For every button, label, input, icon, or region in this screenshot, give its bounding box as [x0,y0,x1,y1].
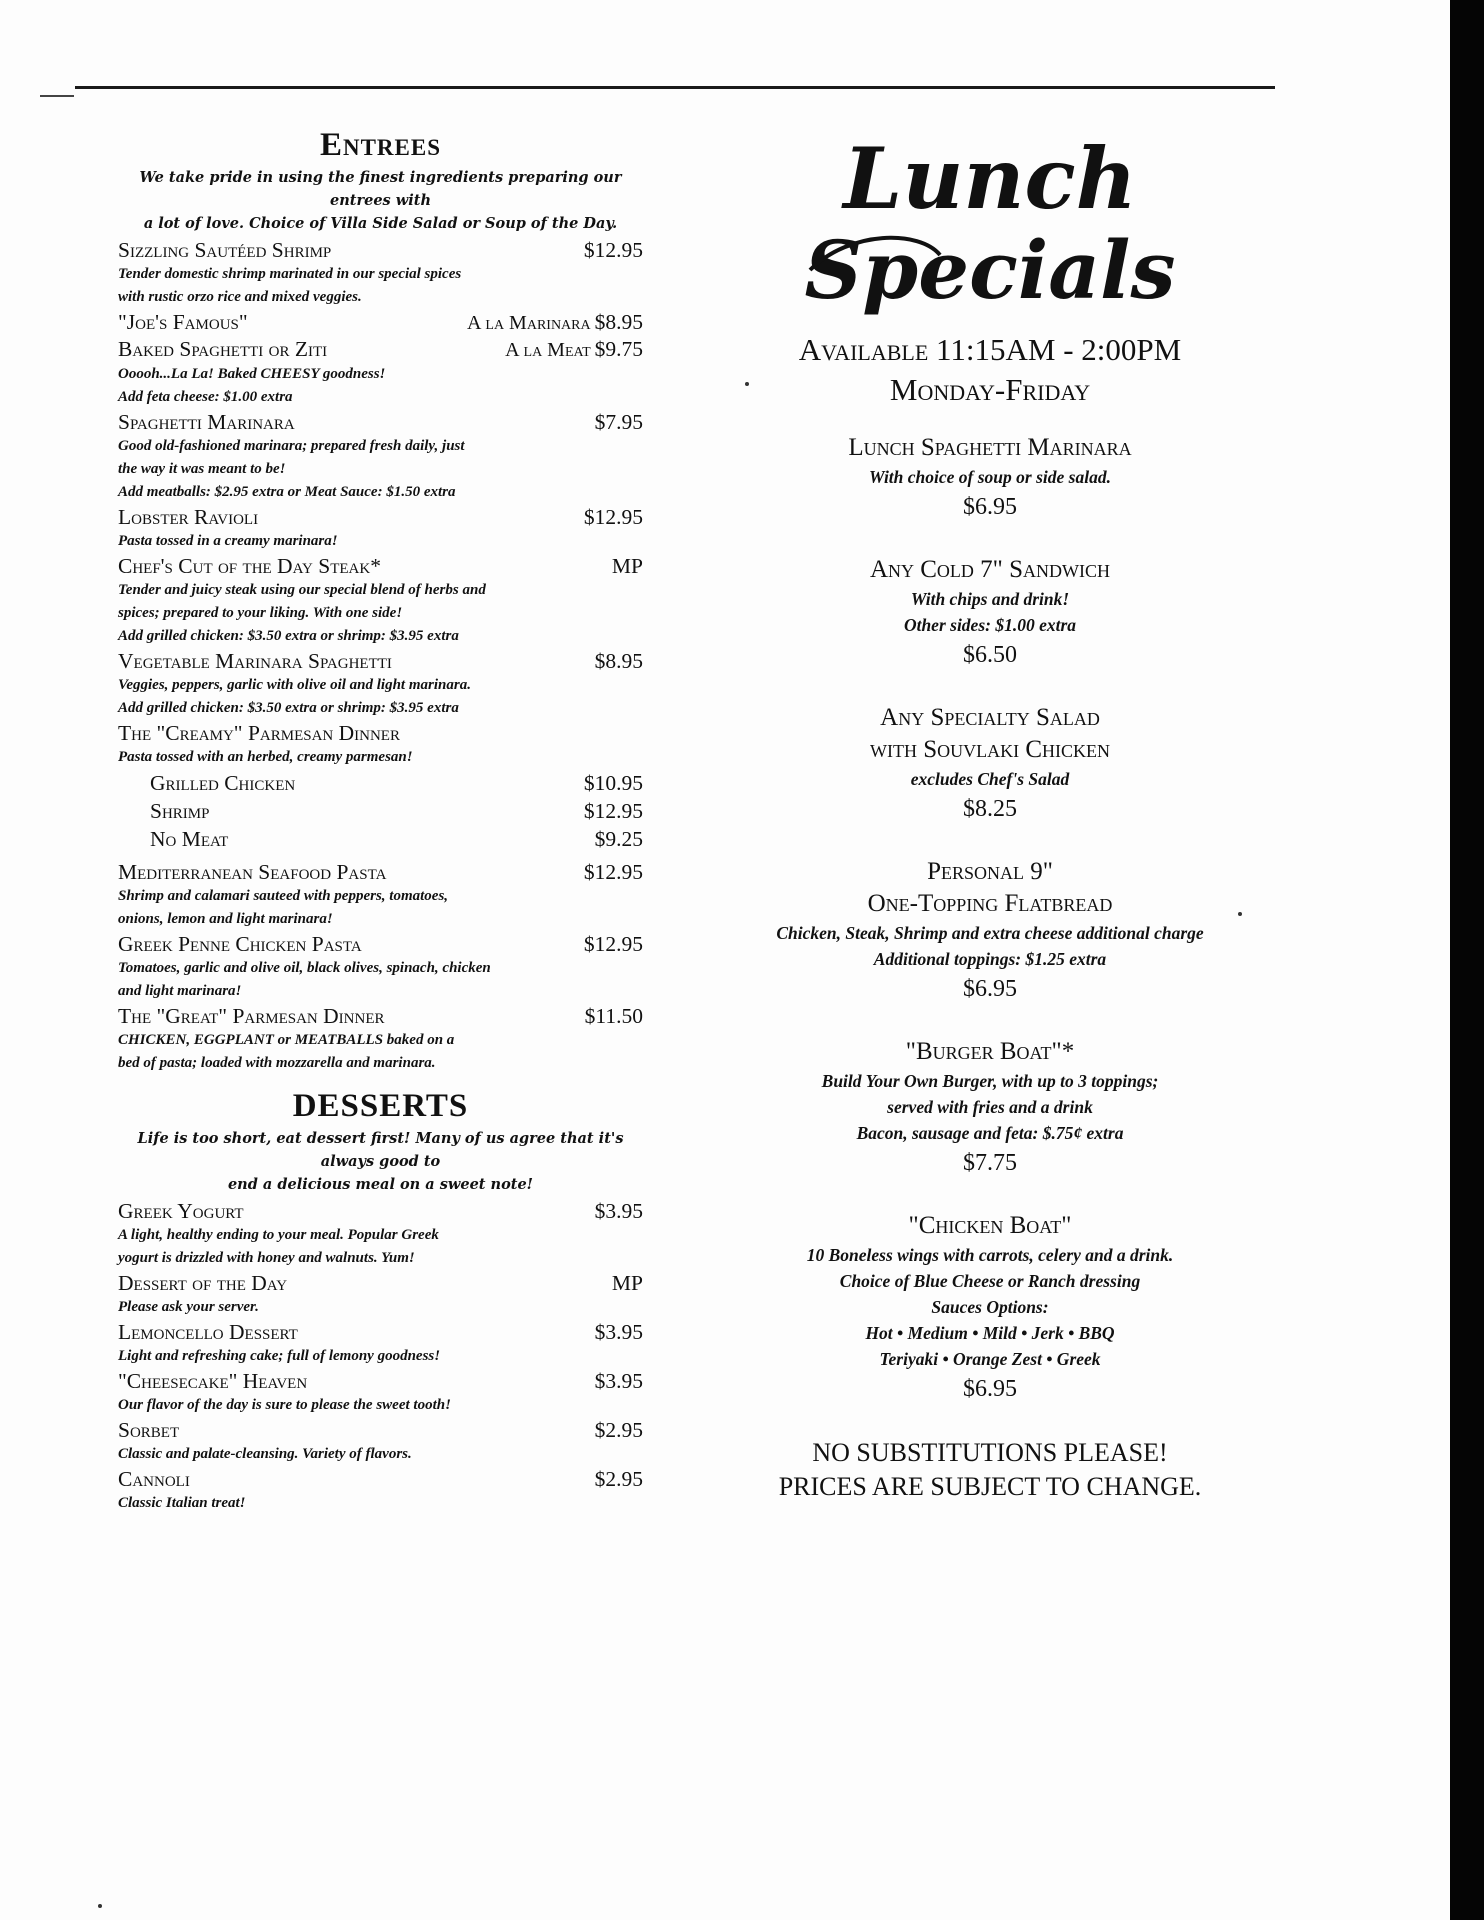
item-description: spices; prepared to your liking. With one side! [118,605,403,621]
item-price: $2.95 [594,1418,643,1442]
entrees-item [118,720,643,853]
item-name: Lemoncello Dessert [118,1320,298,1344]
entrees-item [118,336,643,409]
hours-text: Available 11:15AM - 2:00PM [798,332,1182,367]
special-description: Bacon, sausage and feta: $.75¢ extra [856,1123,1124,1143]
special-name: Lunch Spaghetti Marinara [848,434,1132,461]
item-name: Chef's Cut of the Day Steak* [118,554,381,578]
item-name: "Cheesecake" Heaven [118,1369,308,1393]
special-description: With choice of soup or side salad. [869,467,1111,487]
item-price: $11.50 [584,1004,643,1028]
item-description: Tomatoes, garlic and olive oil, black olives, spinach, chicken [118,960,491,976]
menu-item-row [118,237,643,263]
menu-item-row [118,409,643,435]
special-name: Personal 9" [927,858,1053,885]
item-name: The "Great" Parmesan Dinner [118,1004,385,1028]
item-price: $3.95 [594,1369,643,1393]
option-price: $10.95 [583,771,643,795]
item-description: the way it was meant to be! [118,461,286,477]
item-price: $7.95 [594,410,643,434]
item-name: Greek Yogurt [118,1199,244,1223]
item-option [118,769,643,797]
item-description: Please ask your server. [118,1299,259,1315]
menu-item-row [118,1466,643,1492]
special-name: Any Specialty Salad [880,704,1100,731]
specials-list [730,432,1250,1406]
menu-item-row [118,648,643,674]
special-name: "Chicken Boat" [908,1212,1072,1239]
item-name: "Joe's Famous" [118,310,248,334]
menu-item-row [118,1417,643,1443]
special-name: One-Topping Flatbread [867,890,1113,917]
item-price: $8.95 [594,310,643,334]
option-price: $9.25 [594,827,643,851]
lunch-specials-script-logo [790,120,1190,320]
option-price: $12.95 [583,799,643,823]
item-price: $12.95 [583,238,643,262]
entrees-item [118,553,643,648]
entrees-item [118,1003,643,1075]
item-option [118,797,643,825]
special-description: Additional toppings: $1.25 extra [873,949,1107,969]
item-price: MP [611,554,643,578]
menu-item-row [118,553,643,579]
menu-item-row [118,309,643,336]
entrees-list [118,237,643,1075]
menu-item-row [118,336,643,363]
option-name: No Meat [150,827,229,851]
entrees-item [118,409,643,504]
desserts-item [118,1368,643,1417]
left-column [118,126,643,1515]
lunch-special [730,432,1250,524]
special-price: $8.25 [963,796,1017,822]
special-description: Choice of Blue Cheese or Ranch dressing [839,1271,1141,1291]
lunch-special [730,1036,1250,1180]
item-description: Shrimp and calamari sauteed with peppers, tomatoes, [118,888,449,904]
entrees-heading: Entrees [319,127,442,163]
item-name: Lobster Ravioli [118,505,259,529]
item-price: MP [611,1271,643,1295]
right-column [730,120,1250,1504]
item-name: Greek Penne Chicken Pasta [118,932,362,956]
desserts-item [118,1198,643,1270]
option-name: Grilled Chicken [150,771,296,795]
item-name: Sorbet [118,1418,180,1442]
special-name: "Burger Boat"* [905,1038,1075,1065]
item-description: CHICKEN, EGGPLANT or MEATBALLS baked on a [118,1032,455,1048]
item-description: Light and refreshing cake; full of lemony goodness! [118,1348,441,1364]
special-description: Other sides: $1.00 extra [903,615,1077,635]
special-price: $6.95 [963,1376,1017,1402]
lunch-special [730,702,1250,826]
item-option [118,825,643,853]
item-price: $8.95 [594,649,643,673]
menu-item-row [118,1198,643,1224]
item-price: $3.95 [594,1320,643,1344]
lunch-special [730,554,1250,672]
item-description: yogurt is drizzled with honey and walnuts. Yum! [118,1250,415,1266]
item-description: Classic and palate-cleansing. Variety of flavors. [118,1446,412,1462]
item-description: bed of pasta; loaded with mozzarella and marinara. [118,1055,436,1071]
entrees-item [118,309,643,336]
item-price: $12.95 [583,932,643,956]
menu-item-row [118,859,643,885]
desserts-item [118,1270,643,1319]
special-name: with Souvlaki Chicken [869,736,1111,763]
item-description: onions, lemon and light marinara! [118,911,333,927]
special-description: Sauces Options: [931,1297,1049,1317]
item-name: Baked Spaghetti or Ziti [118,337,328,361]
entrees-subtitle: We take pride in using the finest ingredients preparing our entrees with a lot of love. Choice of Villa Side Salad or Soup of the Day. [139,169,622,232]
item-variant: A la Meat [505,339,591,361]
item-description: Tender and juicy steak using our special blend of herbs and [118,582,486,598]
item-price: $2.95 [594,1467,643,1491]
special-description: Hot • Medium • Mild • Jerk • BBQ [865,1323,1115,1343]
menu-item-row [118,1003,643,1029]
special-description: With chips and drink! [910,589,1070,609]
item-name: Cannoli [118,1467,190,1491]
special-price: $7.75 [963,1150,1017,1176]
item-price: $3.95 [594,1199,643,1223]
top-divider [75,86,1275,89]
item-name: Sizzling Sautéed Shrimp [118,238,332,262]
entrees-item [118,237,643,309]
item-description: Pasta tossed in a creamy marinara! [118,533,338,549]
special-description: excludes Chef's Salad [910,769,1070,789]
special-name: Any Cold 7" Sandwich [869,556,1111,583]
desserts-list [118,1198,643,1515]
item-name: Vegetable Marinara Spaghetti [118,649,392,673]
item-description: Good old-fashioned marinara; prepared fresh daily, just [118,438,465,454]
notice: NO SUBSTITUTIONS PLEASE! PRICES ARE SUBJECT TO CHANGE. [778,1438,1202,1501]
item-price: $12.95 [583,860,643,884]
margin-mark [40,95,74,97]
special-description: Teriyaki • Orange Zest • Greek [879,1349,1101,1369]
special-description: served with fries and a drink [887,1097,1093,1117]
entrees-item [118,859,643,931]
item-price: $9.75 [594,337,643,361]
item-description: Tender domestic shrimp marinated in our special spices [118,266,462,282]
desserts-heading: DESSERTS [292,1088,469,1124]
menu-item-row [118,1270,643,1296]
menu-item-row [118,1368,643,1394]
svg-text:Lunch: Lunch [843,129,1137,228]
scan-edge-bar [1450,0,1484,1920]
item-description: A light, healthy ending to your meal. Popular Greek [118,1227,439,1243]
item-description: Our flavor of the day is sure to please the sweet tooth! [118,1397,451,1413]
special-price: $6.95 [963,494,1017,520]
item-name: Dessert of the Day [118,1271,288,1295]
item-description: and light marinara! [118,983,242,999]
desserts-item [118,1319,643,1368]
menu-item-row [118,504,643,530]
item-price: $12.95 [583,505,643,529]
lunch-specials-logo [730,120,1250,320]
entrees-item [118,504,643,553]
item-name: Mediterranean Seafood Pasta [118,860,387,884]
speck [98,1904,102,1908]
special-description: Build Your Own Burger, with up to 3 toppings; [821,1071,1159,1091]
lunch-special [730,856,1250,1006]
menu-item-row [118,1319,643,1345]
entrees-item [118,648,643,720]
svg-text:Specials: Specials [804,223,1176,317]
item-description: Add grilled chicken: $3.50 extra or shrimp: $3.95 extra [118,628,459,644]
menu-item-row [118,931,643,957]
lunch-special [730,1210,1250,1406]
desserts-item [118,1466,643,1515]
item-name: The "Creamy" Parmesan Dinner [118,721,400,745]
desserts-item [118,1417,643,1466]
days-text: Monday-Friday [889,372,1091,407]
item-description: Classic Italian treat! [118,1495,246,1511]
item-description: Veggies, peppers, garlic with olive oil and light marinara. [118,677,471,693]
item-description: Ooooh...La La! Baked CHEESY goodness! [118,366,386,382]
option-name: Shrimp [150,799,210,823]
special-price: $6.95 [963,976,1017,1002]
item-description: Pasta tossed with an herbed, creamy parmesan! [118,749,413,765]
item-description: Add meatballs: $2.95 extra or Meat Sauce: $1.50 extra [118,484,456,500]
desserts-subtitle: Life is too short, eat dessert first! Many of us agree that it's always good to end a delicious meal on a sweet note! [137,1130,624,1193]
entrees-item [118,931,643,1003]
item-description: with rustic orzo rice and mixed veggies. [118,289,362,305]
special-price: $6.50 [963,642,1017,668]
item-description: Add feta cheese: $1.00 extra [118,389,293,405]
item-name: Spaghetti Marinara [118,410,295,434]
special-description: Chicken, Steak, Shrimp and extra cheese additional charge [776,923,1204,943]
item-variant: A la Marinara [467,312,591,334]
menu-item-row [118,720,643,746]
item-description: Add grilled chicken: $3.50 extra or shrimp: $3.95 extra [118,700,459,716]
special-description: 10 Boneless wings with carrots, celery and a drink. [806,1245,1174,1265]
